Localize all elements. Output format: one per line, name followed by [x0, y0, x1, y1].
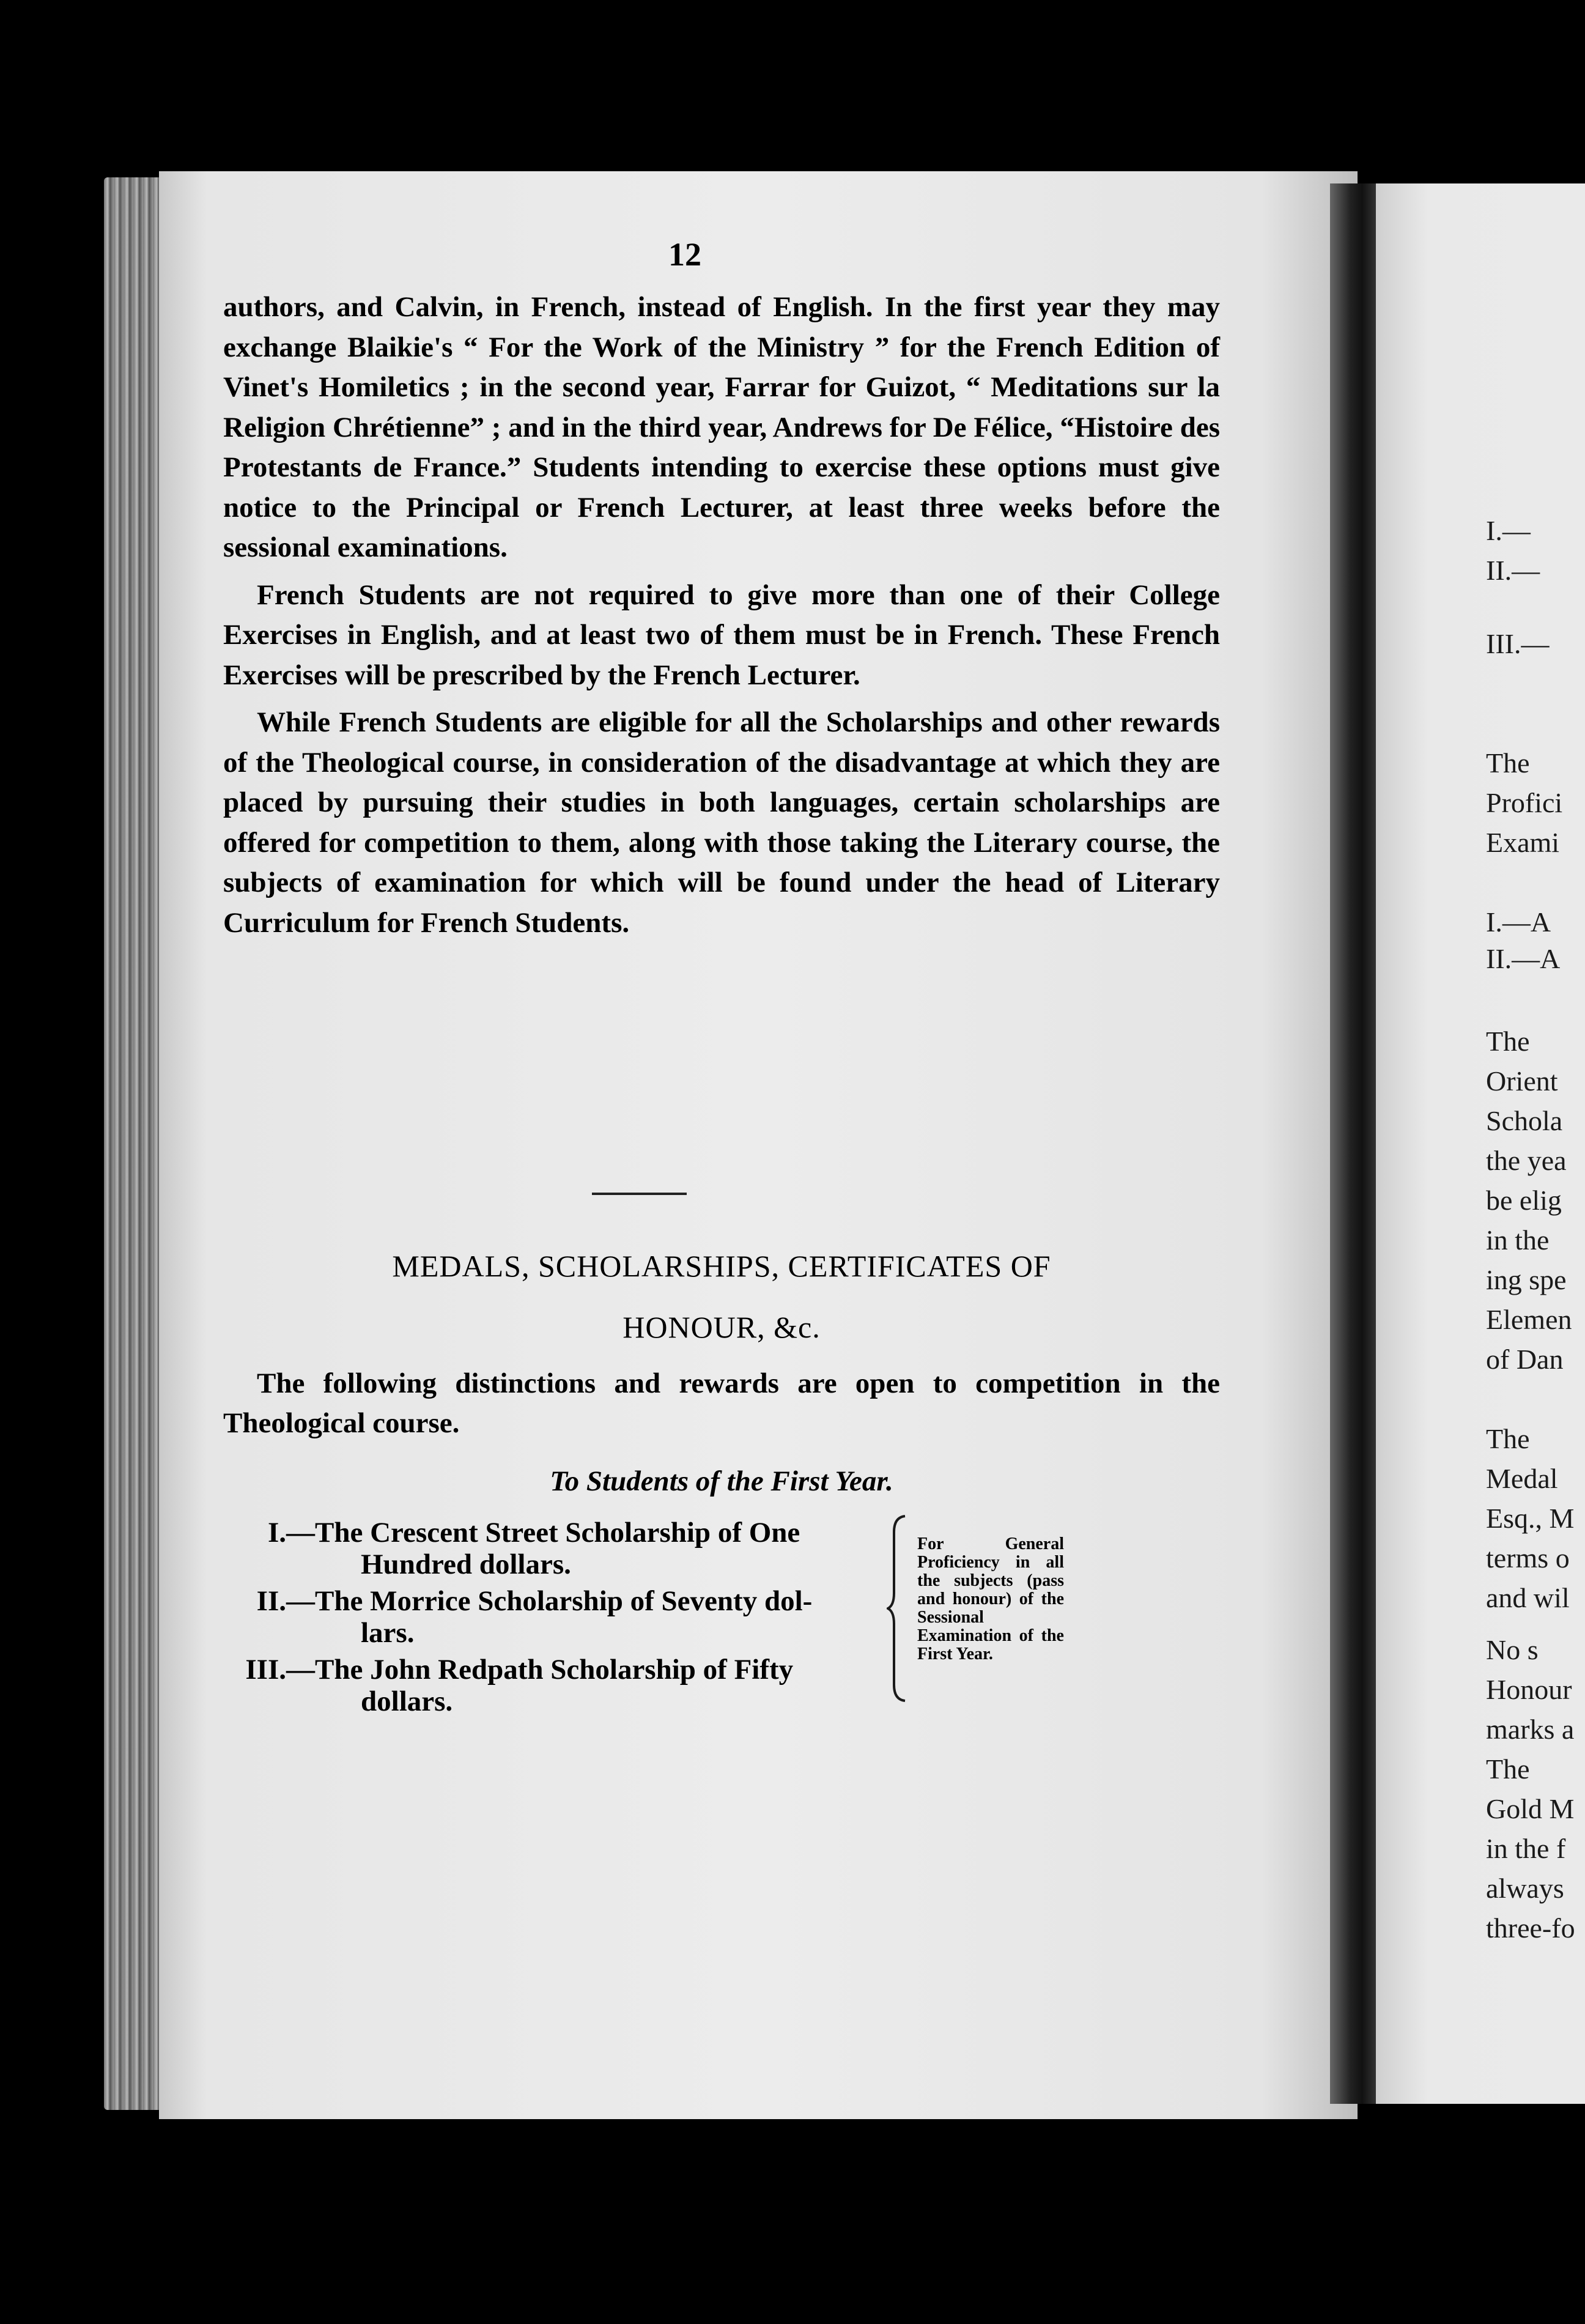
facing-fragment: in the f [1486, 1833, 1566, 1864]
section-divider [592, 1193, 687, 1195]
book-gutter [1330, 183, 1376, 2104]
facing-fragment: Esq., M [1486, 1503, 1575, 1534]
facing-fragment: II.— [1486, 555, 1540, 586]
list-text-continuation: lars. [361, 1617, 415, 1649]
facing-fragment: always [1486, 1873, 1564, 1904]
body-text [223, 287, 1220, 950]
facing-fragment: The [1486, 1026, 1530, 1057]
facing-fragment: Elemen [1486, 1304, 1572, 1335]
section-heading [220, 1235, 1223, 1358]
facing-fragment: I.— [1486, 515, 1531, 546]
list-number: III.— [245, 1654, 315, 1686]
facing-fragment: The [1486, 1423, 1530, 1454]
facing-fragment: Exami [1486, 827, 1560, 858]
facing-fragment: Schola [1486, 1105, 1563, 1136]
facing-fragment: of Dan [1486, 1344, 1564, 1375]
facing-fragment: ing spe [1486, 1264, 1567, 1295]
facing-fragment: in the [1486, 1224, 1550, 1256]
list-number: I.— [267, 1517, 315, 1549]
list-item [223, 1517, 890, 1580]
facing-fragment: terms o [1486, 1542, 1570, 1574]
brace-note: For General Proficiency in all the subjects (pass and honour) of the Sessional Examination of the First Year. [917, 1534, 1064, 1663]
list-text-line: The Morrice Scholarship of Seventy dol- [315, 1585, 813, 1617]
section-heading-line: HONOUR, &c. [623, 1310, 821, 1344]
facing-fragment: The [1486, 747, 1530, 779]
intro-paragraph: The following distinctions and rewards are open to competition in the Theological course. [223, 1367, 1220, 1439]
page-number: 12 [668, 236, 701, 273]
list-text-line: The John Redpath Scholarship of Fifty [315, 1654, 794, 1686]
facing-fragment: Honour [1486, 1674, 1572, 1705]
facing-fragment: Orient [1486, 1065, 1558, 1097]
facing-fragment: Profici [1486, 787, 1563, 818]
facing-fragment: Gold M [1486, 1793, 1575, 1824]
facing-page [1376, 183, 1585, 2104]
facing-fragment: the yea [1486, 1145, 1567, 1176]
facing-fragment: III.— [1486, 628, 1550, 659]
curly-brace-icon [887, 1514, 911, 1703]
list-item [223, 1654, 890, 1717]
facing-fragment: be elig [1486, 1185, 1562, 1216]
section-heading-line: MEDALS, SCHOLARSHIPS, CERTIFICATES OF [392, 1249, 1051, 1283]
list-text-line: The Crescent Street Scholarship of One [315, 1517, 800, 1549]
facing-fragment: Medal [1486, 1463, 1558, 1494]
facing-fragment: The [1486, 1753, 1530, 1785]
list-text-continuation: dollars. [361, 1686, 453, 1717]
paragraph: French Students are not required to give more than one of their College Exercises in English, and at least two of them must be in French. These French Exercises will be prescribed by the French Lecturer. [223, 579, 1220, 691]
facing-fragment: I.—A [1486, 906, 1551, 938]
list-item [223, 1585, 890, 1649]
list-text [315, 1517, 890, 1580]
list-number: II.— [256, 1585, 315, 1617]
facing-fragment: marks a [1486, 1714, 1575, 1745]
facing-fragment: No s [1486, 1634, 1539, 1665]
paragraph: authors, and Calvin, in French, instead of English. In the first year they may exchange Blaikie's “ For the Work of the Ministry ” for the French Edition of Vinet's Homiletics ; in the second year, Farrar for Guizot, “ Meditations sur la Religion Chrétienne” ; and in the third year, Andrews for De Félice, “Histoire des Protestants de France.” Students intending to exercise these options must give notice to the Principal or French Lecturer, at least three weeks before the sessional examinations. [223, 291, 1220, 563]
facing-fragment: II.—A [1486, 943, 1561, 974]
list-text-continuation: Hundred dollars. [361, 1549, 571, 1580]
list-text [315, 1585, 890, 1649]
facing-fragment: three-fo [1486, 1912, 1575, 1944]
facing-fragment: and wil [1486, 1582, 1570, 1613]
paragraph: While French Students are eligible for all the Scholarships and other rewards of the Theological course, in consideration of the disadvantage at which they are placed by pursuing their studies in both languages, certain scholarships are offered for competition to them, along with those taking the Literary course, the subjects of examination for which will be found under the head of Literary Curriculum for French Students. [223, 706, 1220, 939]
list-text [315, 1654, 890, 1717]
subheading: To Students of the First Year. [550, 1465, 893, 1497]
scholarship-list [223, 1517, 890, 1722]
